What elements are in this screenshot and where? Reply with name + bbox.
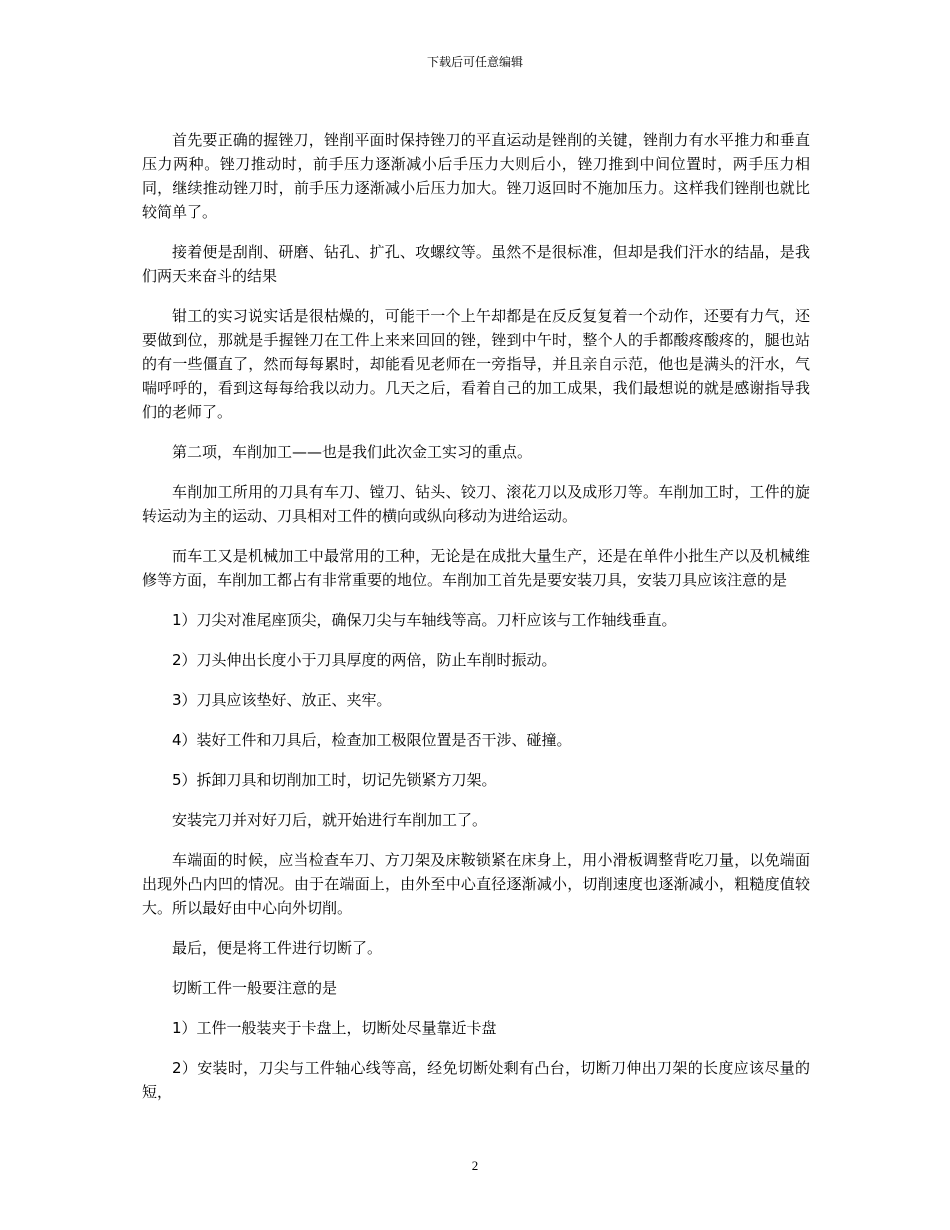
paragraph: 车削加工所用的刀具有车刀、镗刀、钻头、铰刀、滚花刀以及成形刀等。车削加工时，工件的旋转运动为主的运动、刀具相对工件的横向或纵向移动为进给运动。 xyxy=(142,483,810,525)
list-item: 1）刀尖对准尾座顶尖，确保刀尖与车轴线等高。刀杆应该与工作轴线垂直。 xyxy=(172,611,677,629)
paragraph: 第二项，车削加工——也是我们此次金工实习的重点。 xyxy=(172,443,533,461)
list-item: 2）安装时，刀尖与工件轴心线等高，经免切断处剩有凸台，切断刀伸出刀架的长度应该尽量的短， xyxy=(142,1059,810,1101)
page-number: 2 xyxy=(471,1158,479,1173)
paragraph: 而车工又是机械加工中最常用的工种，无论是在成批大量生产，还是在单件小批生产以及机械维修等方面，车削加工都占有非常重要的地位。车削加工首先是要安装刀具，安装刀具应该注意的是 xyxy=(142,547,810,589)
list-item: 4）装好工件和刀具后，检查加工极限位置是否干涉、碰撞。 xyxy=(172,731,572,749)
list-item: 5）拆卸刀具和切削加工时，切记先锁紧方刀架。 xyxy=(172,771,497,789)
paragraph: 车端面的时候，应当检查车刀、方刀架及床鞍锁紧在床身上，用小滑板调整背吃刀量，以免端面出现外凸内凹的情况。由于在端面上，由外至中心直径逐渐减小，切削速度也逐渐减小，粗糙度值较大。所以最好由中心向外切削。 xyxy=(142,851,810,917)
list-item: 2）刀头伸出长度小于刀具厚度的两倍，防止车削时振动。 xyxy=(172,651,557,669)
page-header: 下载后可任意编辑 xyxy=(426,55,523,69)
paragraph: 最后，便是将工件进行切断了。 xyxy=(172,939,383,957)
paragraph: 接着便是刮削、研磨、钻孔、扩孔、攻螺纹等。虽然不是很标准，但却是我们汗水的结晶，是我们两天来奋斗的结果 xyxy=(142,243,810,285)
paragraph: 首先要正确的握锉刀，锉削平面时保持锉刀的平直运动是锉削的关键，锉削力有水平推力和垂直压力两种。锉刀推动时，前手压力逐渐减小后手压力大则后小，锉刀推到中间位置时，两手压力相同，继续推动锉刀时，前手压力逐渐减小后压力加大。锉刀返回时不施加压力。这样我们锉削也就比较简单了。 xyxy=(142,131,810,221)
paragraph: 钳工的实习说实话是很枯燥的，可能干一个上午却都是在反反复复着一个动作，还要有力气，还要做到位，那就是手握锉刀在工件上来来回回的锉，锉到中午时，整个人的手都酸疼酸疼的，腿也站的有一些僵直了，然而每每累时，却能看见老师在一旁指导，并且亲自示范，他也是满头的汗水，气喘呼呼的，看到这每每给我以动力。几天之后，看着自己的加工成果，我们最想说的就是感谢指导我们的老师了。 xyxy=(142,307,810,421)
list-item: 3）刀具应该垫好、放正、夹牢。 xyxy=(172,691,392,709)
paragraph: 切断工件一般要注意的是 xyxy=(172,979,338,997)
paragraph: 安装完刀并对好刀后，就开始进行车削加工了。 xyxy=(172,811,488,829)
list-item: 1）工件一般装夹于卡盘上，切断处尽量靠近卡盘 xyxy=(172,1019,497,1037)
document-body xyxy=(142,128,810,1120)
